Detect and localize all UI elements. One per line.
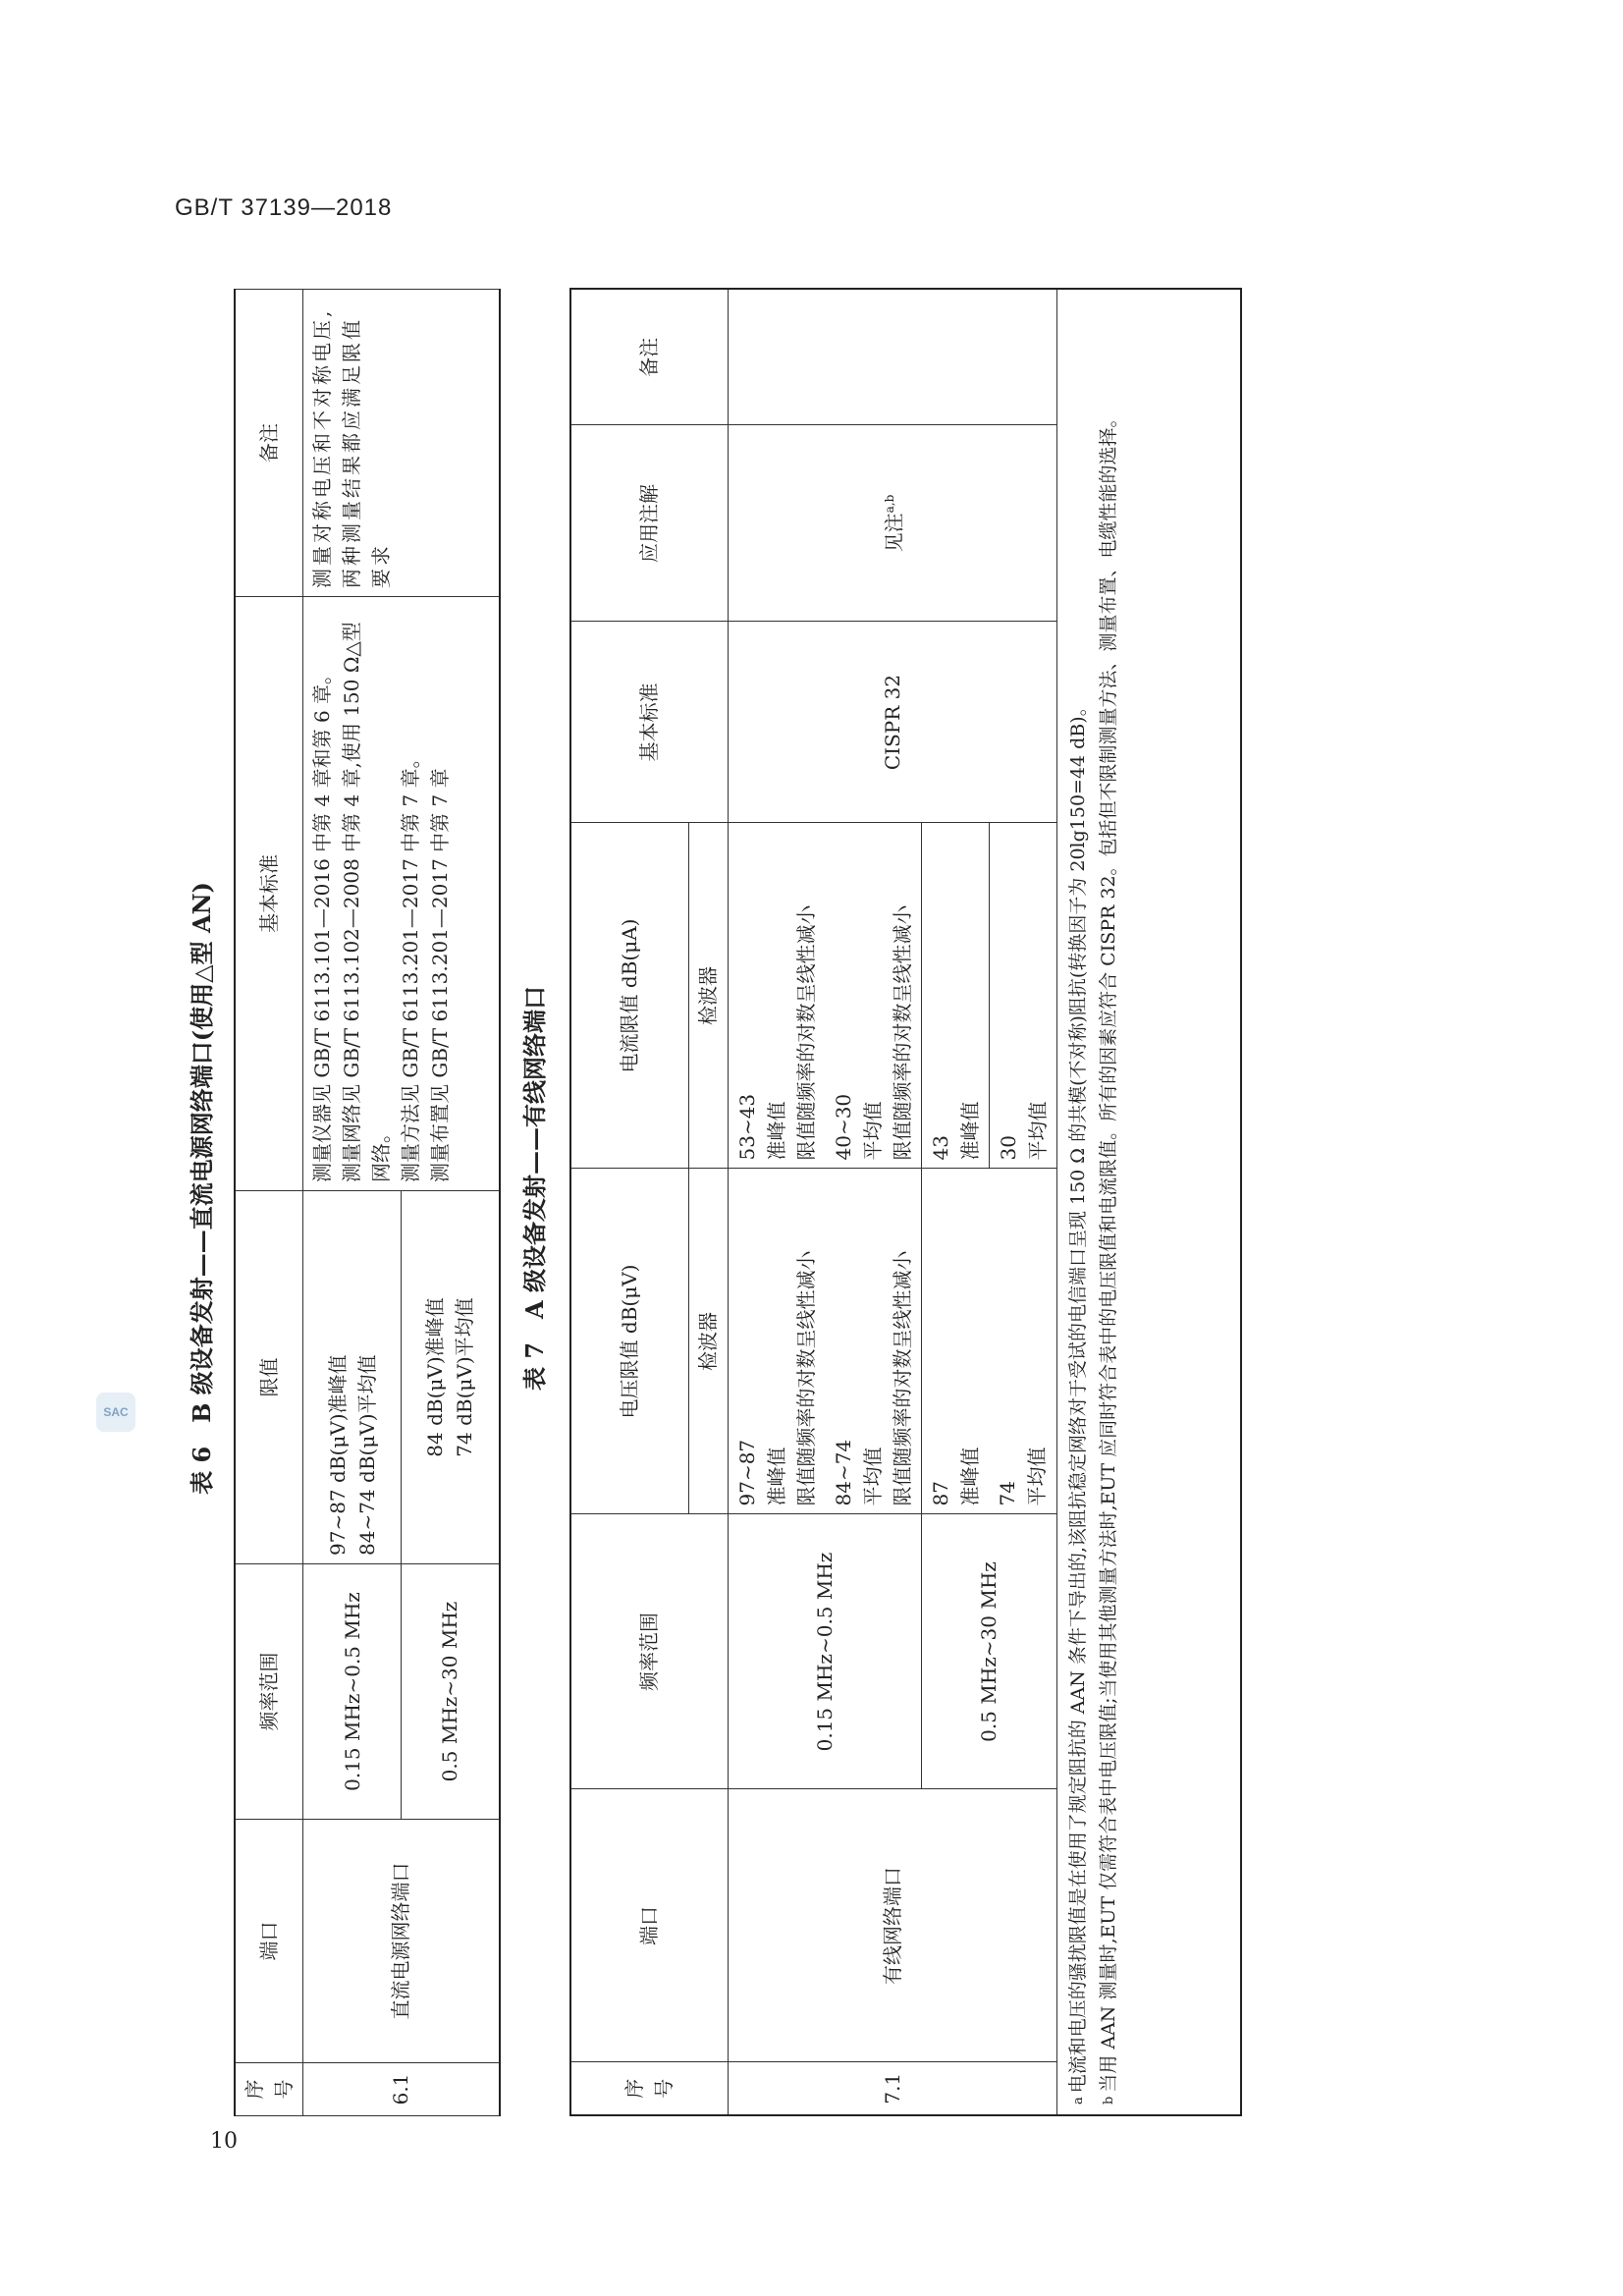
- t7-header-basic: 基本标准: [570, 622, 728, 823]
- t7-footnote-a-mark: a: [1070, 2097, 1086, 2105]
- t7-footnotes: [1056, 289, 1241, 2115]
- t7-v1-qp-detector: 准峰值: [764, 1447, 788, 1506]
- rotated-landscape-sheet: [157, 260, 1453, 2116]
- t7-remarks-cell: [728, 289, 1056, 425]
- t7-v2-qp: [921, 1169, 989, 1514]
- t6-basic-4: 测量布置见 GB/T 6113.201—2017 中第 7 章: [428, 768, 452, 1182]
- t6-limit1-avg: 84~74 dB(μV)平均值: [354, 1354, 379, 1556]
- t7-header-remarks: 备注: [570, 289, 728, 425]
- standard-code: GB/T 37139—2018: [175, 194, 393, 221]
- t6-freq1: 0.15 MHz~0.5 MHz: [303, 1564, 402, 1820]
- t6-row-port: 直流电源网络端口: [303, 1820, 500, 2063]
- t7-v1-note-1: 限值随频率的对数呈线性减小: [793, 1250, 818, 1506]
- table7-caption: 表 7 A 级设备发射——有线网络端口: [520, 985, 549, 1392]
- t6-limit2: [402, 1191, 500, 1564]
- t7-c2-qp-detector: 准峰值: [957, 1101, 982, 1161]
- t6-basic-standard: [303, 597, 500, 1191]
- t6-basic-1: 测量仪器见 GB/T 6113.101—2016 中第 4 章和第 6 章。: [310, 664, 334, 1182]
- t7-freq1: 0.15 MHz~0.5 MHz: [728, 1514, 921, 1789]
- t7-header-app-note: 应用注解: [570, 425, 728, 622]
- t7-footnote-a-text: 电流和电压的骚扰限值是在使用了规定阻抗的 AAN 条件下导出的,该阻抗稳定网络对于受试的电信端口呈现 150 Ω 的共模(不对称)阻抗(转换因子为 20lg150=44 dB)。: [1066, 697, 1089, 2094]
- t7-c2-avg: [989, 823, 1056, 1169]
- t7-c1-avg-value: 40~30: [831, 1093, 855, 1161]
- t7-v1-avg-detector: 平均值: [860, 1447, 885, 1506]
- t7-c1-avg: [825, 823, 922, 1169]
- table6-caption: 表 6 B 级设备发射——直流电源网络端口(使用△型 AN): [188, 882, 216, 1495]
- t6-remarks: 测量对称电压和不对称电压,两种测量结果都应满足限值要求: [303, 290, 500, 597]
- t7-header-port: 端口: [570, 1789, 728, 2062]
- t7-c2-qp: [921, 823, 989, 1169]
- t7-freq2: 0.5 MHz~30 MHz: [921, 1514, 1056, 1789]
- t6-limit1: [303, 1191, 402, 1564]
- t6-limit1-qp: 97~87 dB(μV)准峰值: [325, 1354, 350, 1556]
- table7: [569, 288, 1242, 2116]
- t7-v1-avg: [825, 1169, 922, 1514]
- t7-footnote-b: [1094, 300, 1124, 2105]
- t7-v2-avg-value: 74: [996, 1481, 1020, 1506]
- page-number: 10: [210, 2129, 238, 2154]
- t7-row-no: 7.1: [728, 2062, 1056, 2115]
- t6-header-port: 端口: [235, 1820, 303, 2063]
- t7-header-voltage-detector: 检波器: [688, 1169, 728, 1514]
- t7-v1-note-2: 限值随频率的对数呈线性减小: [890, 1250, 914, 1506]
- t6-header-no: 序号: [235, 2063, 303, 2116]
- t7-header-no: 序号: [570, 2062, 728, 2115]
- t7-v1-qp-value: 97~87: [734, 1439, 759, 1506]
- t6-header-limit: 限值: [235, 1191, 303, 1564]
- t7-footnote-b-text: 当用 AAN 测量时,EUT 仅需符合表中电压限值;当使用其他测量方法时,EUT 应同时符合表中的电压限值和电流限值。所有的因素应符合 CISPR 32。包括但不限制测量方法、测量布置、电缆性能的选择。: [1097, 409, 1119, 2093]
- t7-footnote-a: [1063, 300, 1094, 2105]
- t7-basic-standard: CISPR 32: [728, 622, 1056, 823]
- t6-limit2-avg: 74 dB(μV)平均值: [453, 1297, 477, 1457]
- t7-c2-qp-value: 43: [928, 1135, 952, 1161]
- t7-header-current-detector: 检波器: [688, 823, 728, 1169]
- t7-c1-note-1: 限值随频率的对数呈线性减小: [793, 904, 818, 1161]
- t7-c2-avg-detector: 平均值: [1025, 1101, 1050, 1161]
- t7-c1-avg-detector: 平均值: [860, 1101, 885, 1161]
- t6-basic-3: 测量方法见 GB/T 6113.201—2017 中第 7 章。: [399, 748, 422, 1182]
- t7-app-note-text: 见注: [882, 513, 906, 553]
- t7-v1-avg-value: 84~74: [831, 1439, 855, 1506]
- t7-header-current: 电流限值 dB(μA): [570, 823, 688, 1169]
- t7-row-port: 有线网络端口: [728, 1789, 1056, 2062]
- t6-row-no: 6.1: [303, 2063, 500, 2116]
- t7-c1-qp: [728, 823, 825, 1169]
- t6-header-remarks: 备注: [235, 290, 303, 597]
- t7-footnote-b-mark: b: [1101, 2096, 1116, 2105]
- t7-v2-qp-detector: 准峰值: [957, 1447, 982, 1506]
- t7-header-voltage: 电压限值 dB(μV): [570, 1169, 688, 1514]
- t7-v2-avg-detector: 平均值: [1025, 1447, 1050, 1506]
- t6-freq2: 0.5 MHz~30 MHz: [402, 1564, 500, 1820]
- t7-v1-qp: [728, 1169, 825, 1514]
- t7-v2-qp-value: 87: [928, 1481, 952, 1506]
- table6: [234, 289, 501, 2116]
- t7-app-note: [728, 425, 1056, 622]
- t7-c2-avg-value: 30: [996, 1135, 1020, 1161]
- t7-header-freq: 频率范围: [570, 1514, 728, 1789]
- t6-basic-2: 测量网络见 GB/T 6113.102—2008 中第 4 章,使用 150 Ω△型网络。: [340, 622, 393, 1182]
- t7-v2-avg: [989, 1169, 1056, 1514]
- t7-c1-qp-detector: 准峰值: [764, 1101, 788, 1161]
- t6-header-basic: 基本标准: [235, 597, 303, 1191]
- t6-header-freq: 频率范围: [235, 1564, 303, 1820]
- sac-logo: SAC: [96, 1393, 135, 1432]
- t7-c1-note-2: 限值随频率的对数呈线性减小: [890, 904, 914, 1161]
- t7-app-note-sup: a,b: [883, 494, 897, 514]
- t6-limit2-qp: 84 dB(μV)准峰值: [423, 1297, 448, 1457]
- t7-c1-qp-value: 53~43: [734, 1093, 759, 1161]
